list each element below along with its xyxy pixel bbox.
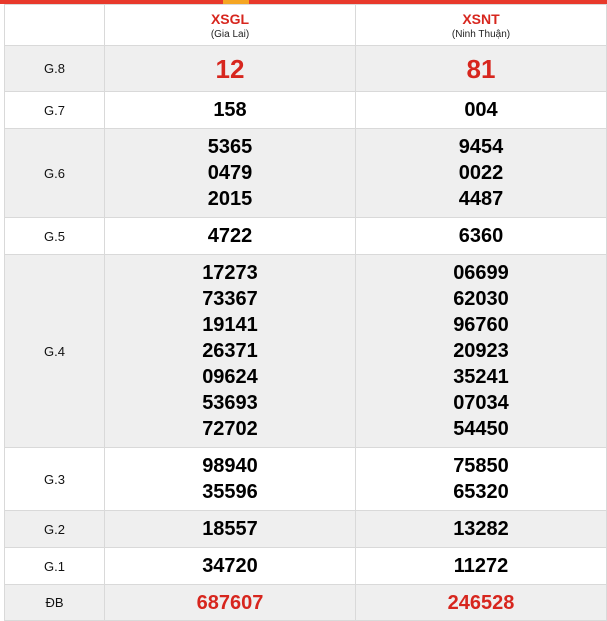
prize-label: ĐB <box>5 585 105 621</box>
prize-cell-ninh-thuan <box>356 92 607 129</box>
header-empty-cell <box>5 5 105 46</box>
prize-cell-ninh-thuan <box>356 448 607 511</box>
prize-number: 004 <box>464 99 498 121</box>
prize-number: 0479 <box>207 162 253 184</box>
prize-number: 35241 <box>453 366 509 388</box>
prize-label: G.4 <box>5 255 105 448</box>
prize-cell-gia-lai <box>105 255 356 448</box>
prize-cell-gia-lai <box>105 448 356 511</box>
prize-label: G.2 <box>5 511 105 548</box>
province-name: (Ninh Thuận) <box>451 29 511 40</box>
prize-row-g6 <box>5 129 607 218</box>
prize-row-special <box>5 585 607 621</box>
lottery-results-table <box>4 4 607 621</box>
prize-number: 17273 <box>202 262 258 284</box>
prize-number: 35596 <box>202 481 258 503</box>
prize-label: G.3 <box>5 448 105 511</box>
province-header-ninh-thuan <box>356 5 607 46</box>
prize-number: 53693 <box>202 392 258 414</box>
prize-cell-gia-lai <box>105 548 356 585</box>
prize-row-g2 <box>5 511 607 548</box>
prize-number: 81 <box>466 53 496 84</box>
prize-cell-gia-lai <box>105 129 356 218</box>
prize-cell-ninh-thuan <box>356 255 607 448</box>
prize-row-g1 <box>5 548 607 585</box>
prize-cell-gia-lai <box>105 218 356 255</box>
prize-number: 9454 <box>458 136 504 158</box>
prize-row-g4 <box>5 255 607 448</box>
prize-cell-ninh-thuan <box>356 548 607 585</box>
prize-cell-ninh-thuan <box>356 46 607 92</box>
prize-cell-ninh-thuan <box>356 129 607 218</box>
prize-cell-gia-lai <box>105 92 356 129</box>
province-name: (Gia Lai) <box>210 29 250 40</box>
prize-number: 2015 <box>207 188 253 210</box>
prize-number: 4487 <box>458 188 504 210</box>
prize-number: 13282 <box>453 518 509 540</box>
special-prize-number: 687607 <box>196 591 264 614</box>
prize-number: 26371 <box>202 340 258 362</box>
prize-number: 62030 <box>453 288 509 310</box>
prize-number: 5365 <box>207 136 253 158</box>
prize-number: 09624 <box>202 366 258 388</box>
prize-row-g5 <box>5 218 607 255</box>
prize-number: 20923 <box>453 340 509 362</box>
prize-label: G.6 <box>5 129 105 218</box>
prize-number: 72702 <box>202 418 258 440</box>
prize-number: 34720 <box>202 555 258 577</box>
prize-number: 73367 <box>202 288 258 310</box>
province-header-gia-lai <box>105 5 356 46</box>
prize-number: 11272 <box>453 555 509 577</box>
header-row <box>5 5 607 46</box>
prize-number: 65320 <box>453 481 509 503</box>
prize-cell-ninh-thuan <box>356 511 607 548</box>
prize-cell-gia-lai <box>105 585 356 621</box>
province-code[interactable]: XSNT <box>462 11 500 27</box>
special-prize-number: 246528 <box>447 591 515 614</box>
prize-cell-ninh-thuan <box>356 585 607 621</box>
prize-label: G.5 <box>5 218 105 255</box>
prize-number: 18557 <box>202 518 258 540</box>
prize-number: 06699 <box>453 262 509 284</box>
province-code[interactable]: XSGL <box>210 11 250 27</box>
prize-number: 96760 <box>453 314 509 336</box>
prize-row-g3 <box>5 448 607 511</box>
prize-number: 12 <box>215 53 245 84</box>
prize-cell-gia-lai <box>105 46 356 92</box>
prize-row-g7 <box>5 92 607 129</box>
prize-label: G.8 <box>5 46 105 92</box>
prize-label: G.7 <box>5 92 105 129</box>
prize-label: G.1 <box>5 548 105 585</box>
prize-cell-ninh-thuan <box>356 218 607 255</box>
prize-number: 4722 <box>207 225 253 247</box>
prize-cell-gia-lai <box>105 511 356 548</box>
prize-number: 158 <box>213 99 247 121</box>
prize-number: 98940 <box>202 455 258 477</box>
prize-number: 6360 <box>458 225 504 247</box>
prize-row-g8 <box>5 46 607 92</box>
prize-number: 54450 <box>453 418 509 440</box>
prize-number: 0022 <box>458 162 504 184</box>
prize-number: 19141 <box>202 314 258 336</box>
prize-number: 07034 <box>453 392 509 414</box>
prize-number: 75850 <box>453 455 509 477</box>
